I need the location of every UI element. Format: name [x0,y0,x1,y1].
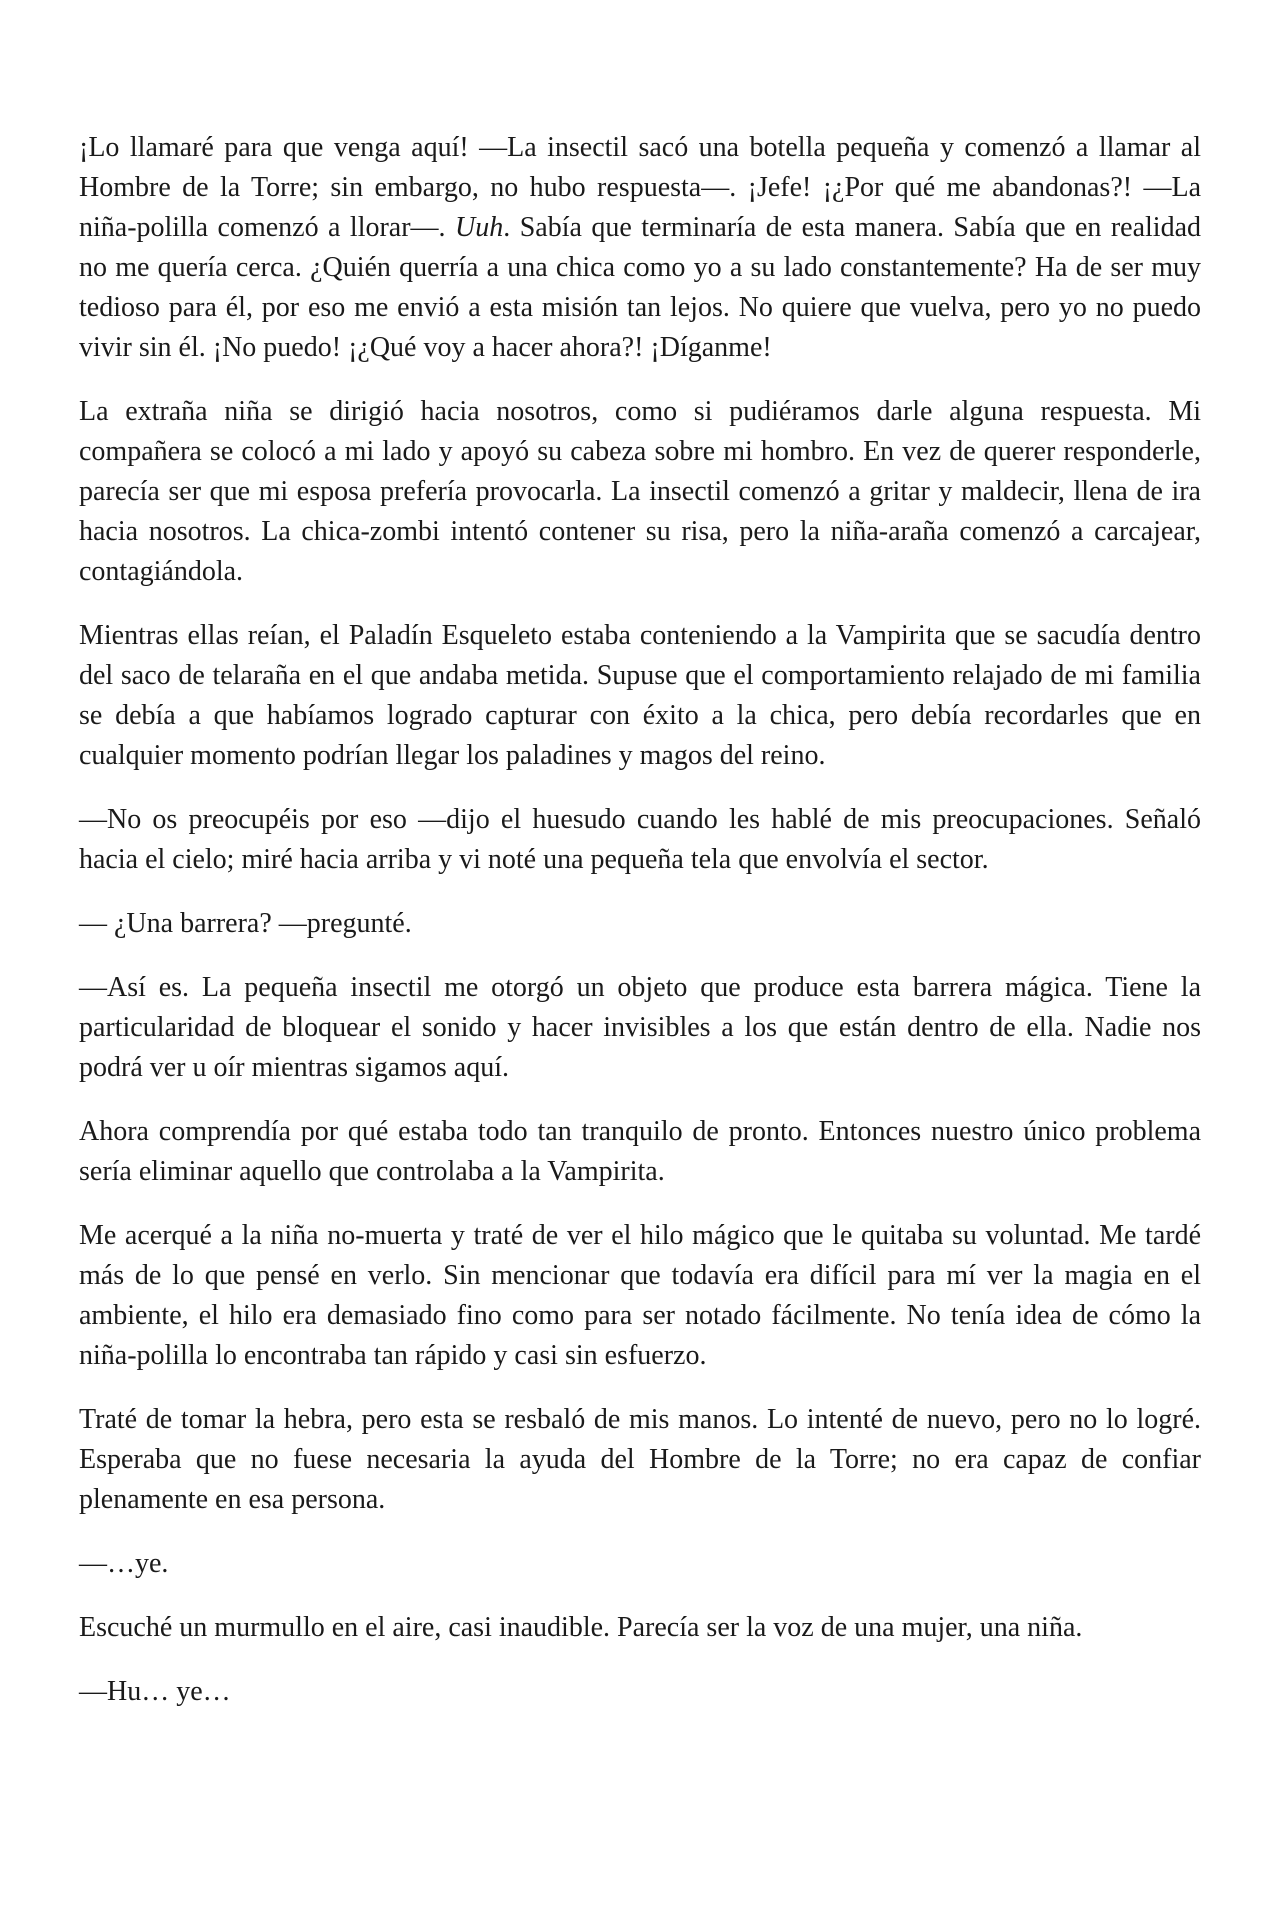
paragraph-11: Escuché un murmullo en el aire, casi inaudible. Parecía ser la voz de una mujer, una niña. [79,1612,1083,1643]
paragraph-9: Traté de tomar la hebra, pero esta se resbaló de mis manos. Lo intenté de nuevo, pero no lo logré. Esperaba que no fuese necesaria la ayuda del Hombre de la Torre; no era capaz de confiar plenamente en esa persona. [79,1404,1201,1515]
paragraph-2: La extraña niña se dirigió hacia nosotros, como si pudiéramos darle alguna respuesta. Mi compañera se colocó a mi lado y apoyó su cabeza sobre mi hombro. En vez de querer responderle, parecía ser que mi esposa prefería provocarla. La insectil comenzó a gritar y maldecir, llena de ira hacia nosotros. La chica-zombi intentó contener su risa, pero la niña-araña comenzó a carcajear, contagiándola. [79,396,1201,587]
paragraph-8: Me acerqué a la niña no-muerta y traté de ver el hilo mágico que le quitaba su voluntad. Me tardé más de lo que pensé en verlo. Sin mencionar que todavía era difícil para mí ver la magia en el ambiente, el hilo era demasiado fino como para ser notado fácilmente. No tenía idea de cómo la niña-polilla lo encontraba tan rápido y casi sin esfuerzo. [79,1220,1201,1371]
paragraph-12: —Hu… ye… [79,1676,231,1707]
paragraph-10: —…ye. [79,1548,169,1579]
paragraph-1-text-a: ¡Lo llamaré para que venga aquí! —La insectil sacó una botella pequeña y comenzó a llamar al Hombre de la Torre; sin embargo, no hubo respuesta—. ¡Jefe! ¡¿Por qué me abandonas?! —La niña-polilla comenzó a llorar—. [79,132,1201,243]
paragraph-3: Mientras ellas reían, el Paladín Esqueleto estaba conteniendo a la Vampirita que se sacudía dentro del saco de telaraña en el que andaba metida. Supuse que el comportamiento relajado de mi familia se debía a que habíamos logrado capturar con éxito a la chica, pero debía recordarles que en cualquier momento podrían llegar los paladines y magos del reino. [79,620,1201,771]
paragraph-6: —Así es. La pequeña insectil me otorgó un objeto que produce esta barrera mágica. Tiene la particularidad de bloquear el sonido y hacer invisibles a los que están dentro de ella. Nadie nos podrá ver u oír mientras sigamos aquí. [79,972,1201,1083]
paragraph-5: — ¿Una barrera? —pregunté. [79,908,412,939]
paragraph-1-text-b: . Sabía que terminaría de esta manera. Sabía que en realidad no me quería cerca. ¿Quién querría a una chica como yo a su lado constantemente? Ha de ser muy tedioso para él, por eso me envió a esta misión tan lejos. No quiere que vuelva, pero yo no puedo vivir sin él. ¡No puedo! ¡¿Qué voy a hacer ahora?! ¡Díganme! [79,212,1202,363]
paragraph-1-italic-uuh: Uuh [455,212,504,243]
document-page [79,128,1201,1736]
paragraph-7: Ahora comprendía por qué estaba todo tan tranquilo de pronto. Entonces nuestro único problema sería eliminar aquello que controlaba a la Vampirita. [79,1116,1201,1187]
paragraph-1 [79,128,1201,368]
paragraph-4: —No os preocupéis por eso —dijo el huesudo cuando les hablé de mis preocupaciones. Señaló hacia el cielo; miré hacia arriba y vi noté una pequeña tela que envolvía el sector. [79,804,1201,875]
